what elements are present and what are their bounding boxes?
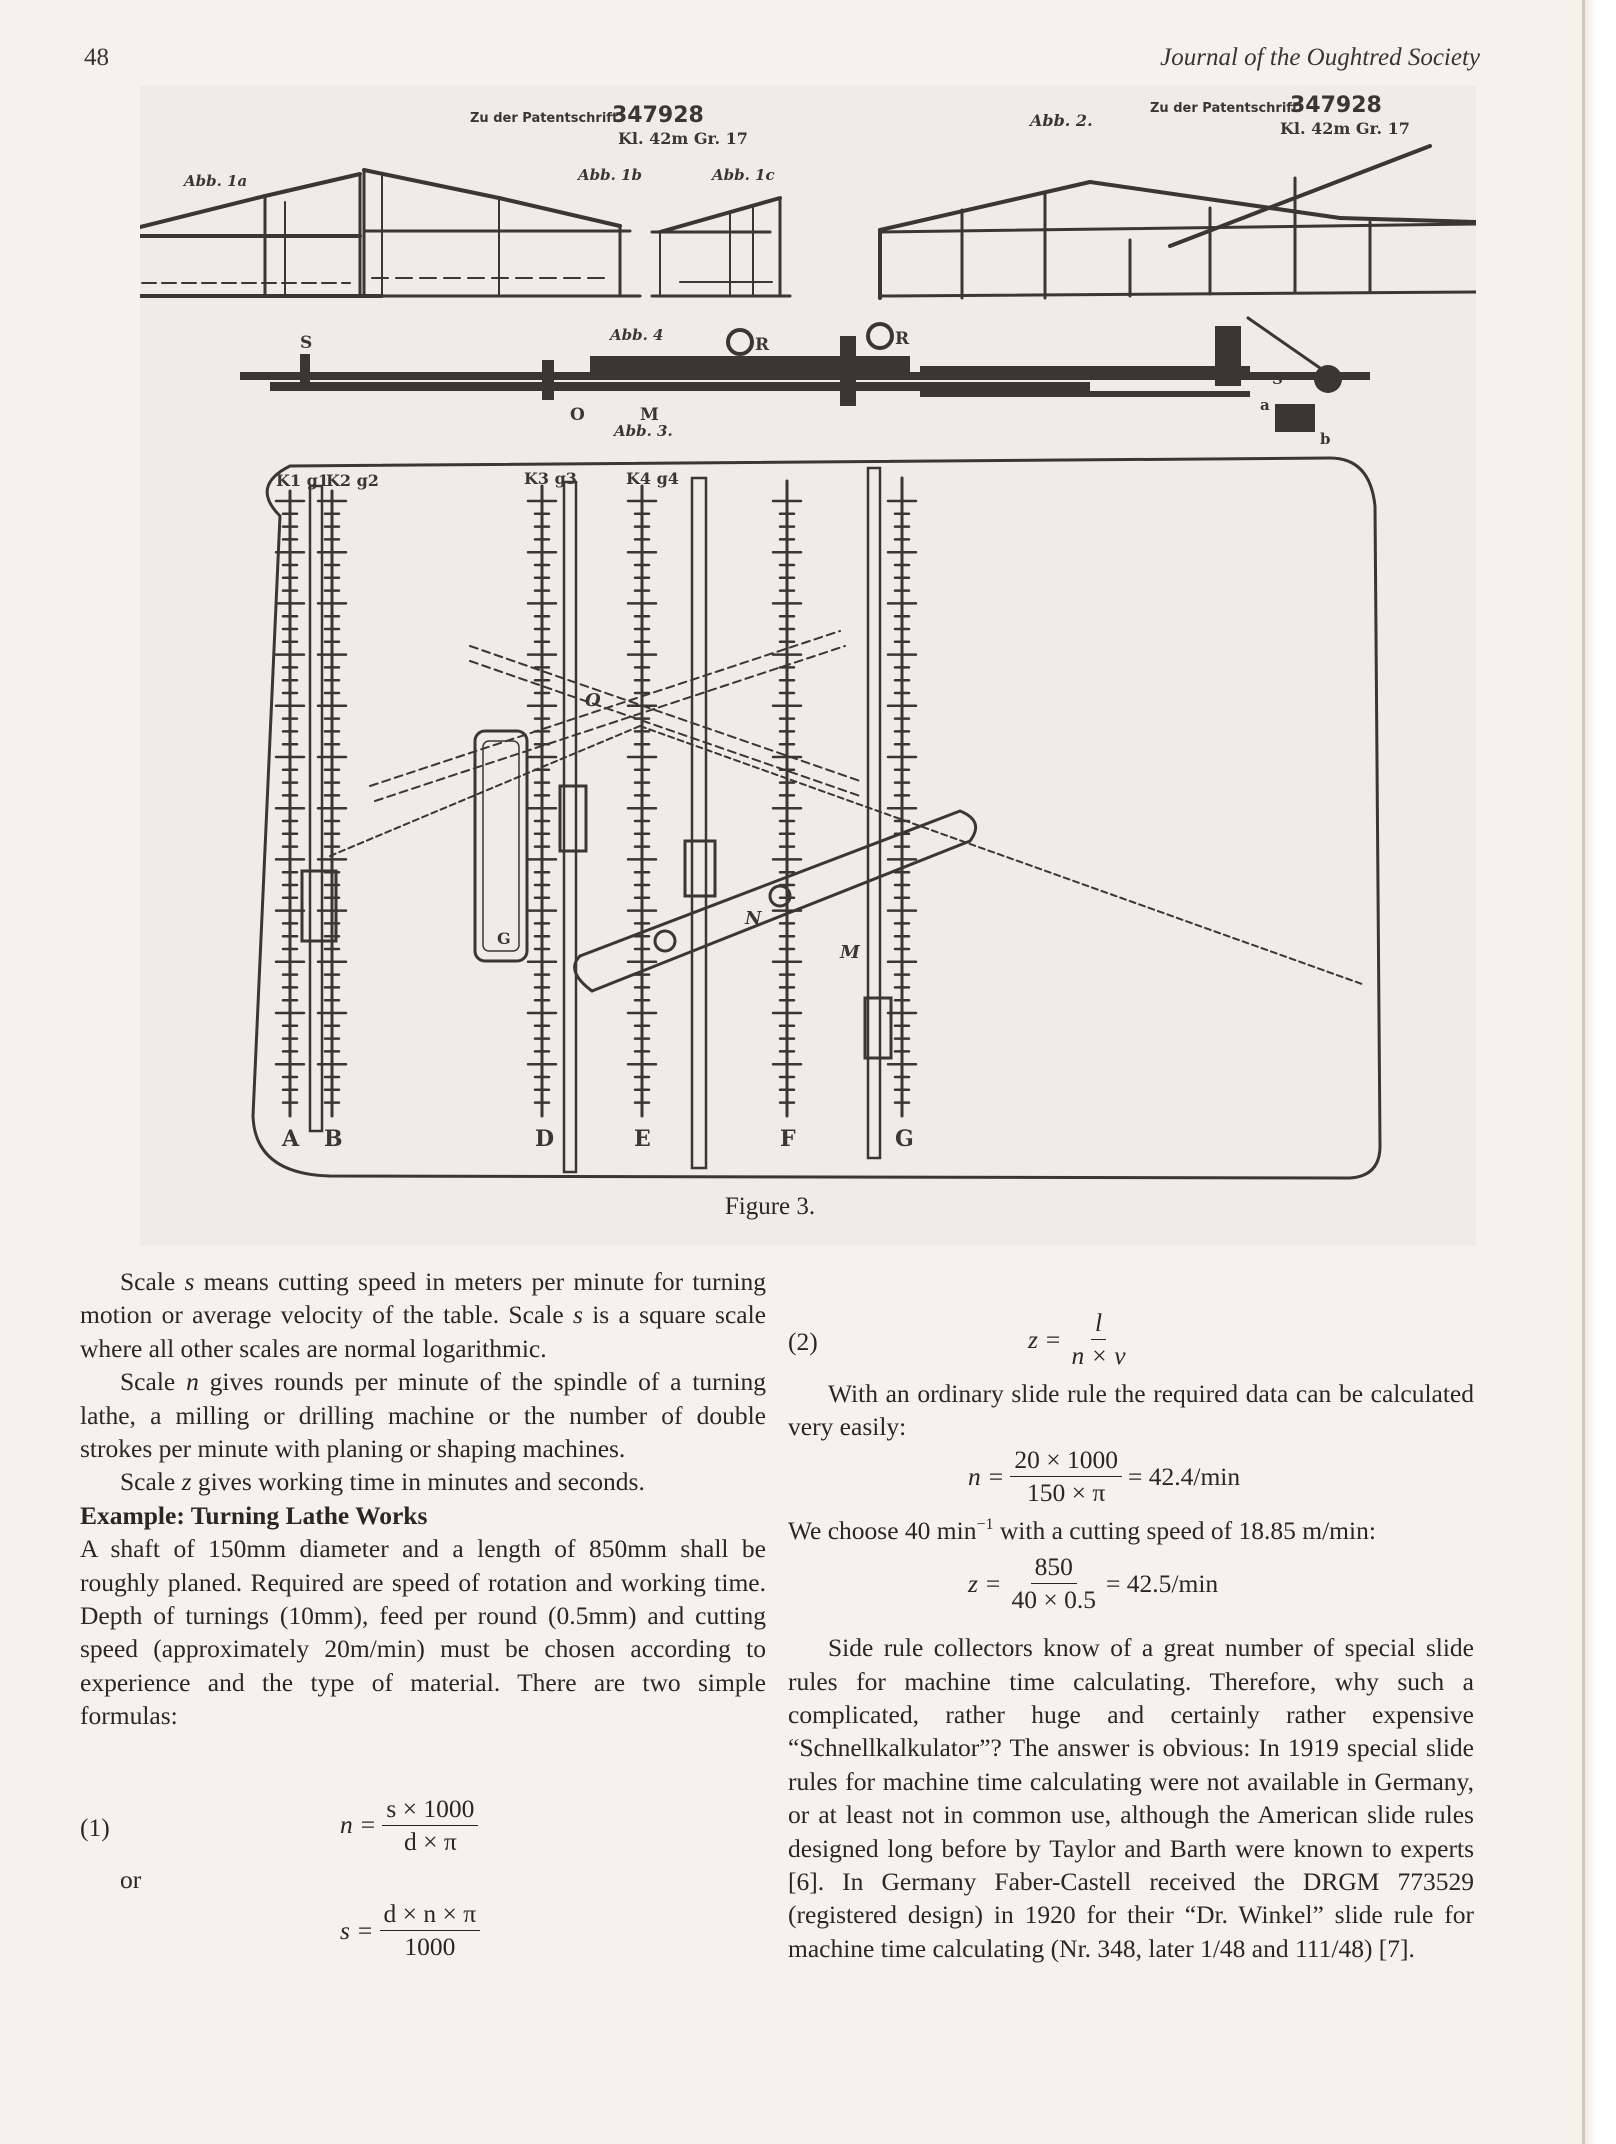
diagram-abb-1b (364, 166, 642, 296)
fraction (1010, 1444, 1122, 1509)
scale-label-e: E (634, 1126, 651, 1152)
denominator: d × π (403, 1826, 457, 1856)
scale-label-b: B (324, 1126, 343, 1152)
gauge-label-g: G (497, 929, 511, 948)
abb-2-label: Abb. 2. (1030, 111, 1093, 130)
paragraph-ordinary-slide-rule: With an ordinary slide rule the required data can be calculated very easily: (788, 1379, 1474, 1442)
denominator: 150 × π (1027, 1477, 1106, 1507)
equation-result: = 42.4/min (1127, 1461, 1241, 1491)
part-label-b: b (1320, 430, 1331, 448)
fraction (380, 1898, 481, 1963)
patent-right-prefix: Zu der Patentschrift (1150, 101, 1299, 116)
numerator: s × 1000 (382, 1793, 478, 1826)
scale-top-label-1: K1 g1 (276, 471, 329, 490)
running-header (84, 44, 1480, 84)
figure-3 (140, 86, 1476, 1246)
figure-caption: Figure 3. (724, 1193, 816, 1220)
part-label-r1: R (755, 335, 770, 355)
scale-label-f: F (780, 1126, 796, 1152)
equation-lhs: n = (968, 1461, 1005, 1491)
diagram-abb-3-board (253, 458, 1380, 1178)
equation-lhs: z = (1028, 1324, 1062, 1354)
scale-label-d: D (535, 1126, 555, 1152)
part-label-m: M (640, 405, 659, 425)
part-label-o: O (570, 405, 585, 425)
equation-result: = 42.5/min (1106, 1569, 1219, 1599)
diagram-abb-1a (140, 172, 382, 296)
fraction (382, 1793, 478, 1858)
calculation-z (788, 1551, 1474, 1621)
abb-1a-label: Abb. 1a (184, 172, 248, 190)
paragraph-scale-n: Scale n gives rounds per minute of the spindle of a turning lathe, a milling or drilling machine or the number of double strokes per minute with planing or shaping machines. (80, 1367, 766, 1464)
arm-label-o: O (585, 690, 601, 711)
fraction (1008, 1551, 1101, 1616)
left-column (80, 1265, 766, 1968)
equation-1 (80, 1793, 766, 1863)
abb-3-label: Abb. 3. (614, 422, 673, 440)
right-column (788, 1265, 1474, 1965)
patent-left-class: Kl. 42m Gr. 17 (618, 129, 748, 148)
section-heading: Example: Turning Lathe Works (80, 1500, 428, 1530)
patent-right-class: Kl. 42m Gr. 17 (1280, 119, 1410, 138)
paragraph-example: A shaft of 150mm diameter and a length of 850mm shall be roughly planed. Required are speed of rotation and working time. Depth of turnings (10mm), feed per round (0.5mm) and cutting speed (approximately 20m/min) must be chosen according to experience and the type of material. There are two simple formulas: (80, 1534, 766, 1731)
patent-left-prefix: Zu der Patentschrift (470, 111, 619, 126)
page-number: 48 (84, 44, 109, 71)
numerator: 20 × 1000 (1010, 1444, 1122, 1477)
equation-lhs: n = (340, 1810, 377, 1840)
arm-label-n: N (745, 908, 762, 929)
denominator: 40 × 0.5 (1011, 1585, 1097, 1615)
page-edge (1582, 0, 1616, 2144)
equation-number: (2) (788, 1327, 818, 1356)
calculation-n (788, 1444, 1474, 1514)
scale-top-label-4: K4 g4 (626, 469, 679, 488)
part-label-a: a (1260, 396, 1270, 414)
fraction (1068, 1307, 1130, 1372)
equation-lhs: s = (340, 1915, 374, 1945)
equation-1b (80, 1898, 766, 1968)
patent-drawing (140, 86, 1476, 1246)
numerator: d × n × π (380, 1898, 481, 1931)
denominator: 1000 (404, 1932, 456, 1962)
part-label-s2: S (1272, 370, 1283, 388)
paragraph-scale-s: Scale s means cutting speed in meters per minute for turning motion or average velocity of the table. Scale s is a square scale where all other scales are normal logarithmic. (80, 1267, 767, 1363)
denominator: n × v (1071, 1341, 1126, 1370)
patent-right-number: 347928 (1290, 93, 1382, 118)
scale-top-label-3: K3 g3 (524, 469, 577, 488)
patent-left-number: 347928 (612, 103, 704, 128)
scale-label-a: A (282, 1126, 300, 1152)
equation-lhs: z = (968, 1569, 1002, 1599)
scale-label-g: G (895, 1126, 914, 1152)
numerator: l (1091, 1307, 1106, 1340)
arm-label-m: M (840, 942, 860, 963)
equation-2 (788, 1307, 1474, 1377)
paragraph-scale-z: Scale z gives working time in minutes and seconds. (120, 1467, 645, 1497)
or-text: or (120, 1864, 142, 1894)
numerator: 850 (1031, 1551, 1077, 1584)
scale-top-label-2: K2 g2 (326, 471, 379, 490)
abb-1c-label: Abb. 1c (712, 166, 775, 184)
diagram-abb-1c (652, 166, 790, 296)
paragraph-collectors: Side rule collectors know of a great number of special slide rules for machine time calculating. Therefore, why such a complicated, rather huge and certainly rather expensive “Schnellkalkulator”? The answer is obvious: In 1919 special slide rules for machine time calculating were not available in Germany, or at least not in common use, although the American slide rules designed long before by Taylor and Barth were known to experts [6]. In Germany Faber-Castell received the DRGM 773529 (registered design) in 1920 for their “Dr. Winkel” slide rule for machine time calculating (Nr. 348, later 1/48 and 111/48) [7]. (788, 1633, 1474, 1963)
journal-title: Journal of the Oughtred Society (1160, 44, 1480, 71)
part-label-r2: R (895, 329, 910, 349)
abb-1b-label: Abb. 1b (578, 166, 642, 184)
part-label-s: S (300, 333, 313, 353)
abb-4-label: Abb. 4 (610, 326, 664, 344)
diagram-abb-2 (880, 146, 1476, 298)
equation-number: (1) (80, 1812, 110, 1842)
diagram-abb-4 (240, 318, 1370, 448)
paragraph-choose-speed: We choose 40 $\min^{-1}$ with a cutting speed of 18.85 m/min: (788, 1515, 1376, 1545)
